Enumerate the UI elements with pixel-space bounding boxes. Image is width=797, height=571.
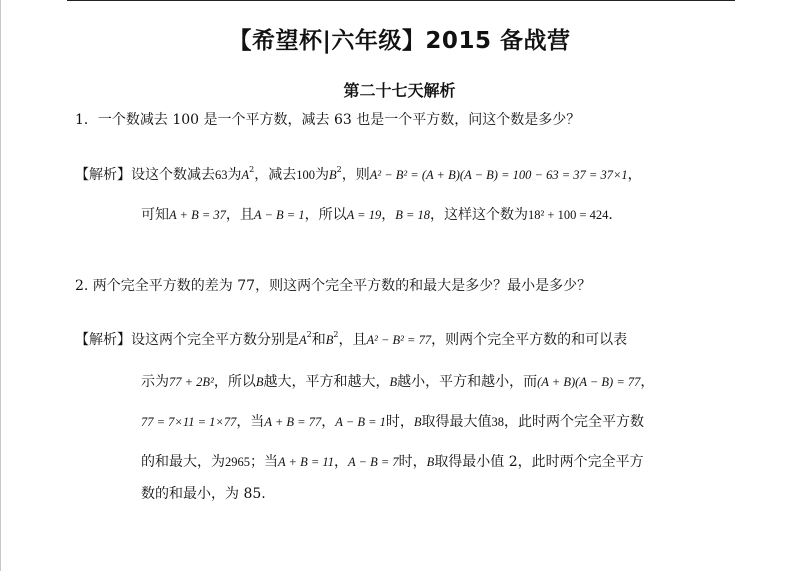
problem-2-solution-line-5: 数的和最小，为 85.: [141, 486, 266, 502]
problem-2-solution-line-3: 77 = 7×11 = 1×77，当A + B = 77，A − B = 1时，B取得最大值38，此时两个完全平方数: [141, 414, 645, 430]
day-title: 第二十七天解析: [343, 81, 456, 100]
problem-1-question: 1．一个数减去 100 是一个平方数，减去 63 也是一个平方数，问这个数是多少？: [75, 112, 581, 128]
header-rule: [67, 0, 735, 1]
problem-2-solution-line-4: 的和最大，为2965；当A + B = 11，A − B = 7时，B取得最小值 2，此时两个完全平方: [141, 454, 644, 470]
formula: A² − B² = (A + B)(A − B) = 100 − 63 = 37 = 37×1: [369, 168, 628, 182]
problem-2-solution-line-2: 示为77 + 2B²，所以B越大，平方和越大，B越小，平方和越小，而(A + B)(A − B) = 77，: [141, 374, 655, 390]
problem-2-question: 2. 两个完全平方数的差为 77，则这两个完全平方数的和最大是多少？最小是多少？: [75, 278, 592, 294]
solution-tag: 【解析】: [75, 167, 131, 183]
problem-1-solution-line-1: 【解析】设这个数减去63为$A^2$，减去100为$B^2$，则A² − B² = (A + B)(A − B) = 100 − 63 = 37 = 37×1，: [75, 165, 642, 183]
problem-1-solution-line-2: 可知A + B = 37，且A − B = 1，所以A = 19，B = 18，这样这个数为18² + 100 = 424.: [141, 207, 613, 223]
solution-tag: 【解析】: [75, 332, 131, 348]
document-title: 【希望杯|六年级】2015 备战营: [228, 28, 571, 54]
problem-2-solution-line-1: 【解析】设这两个完全平方数分别是$A^2$和$B^2$，且A² − B² = 77，则两个完全平方数的和可以表: [75, 330, 628, 348]
